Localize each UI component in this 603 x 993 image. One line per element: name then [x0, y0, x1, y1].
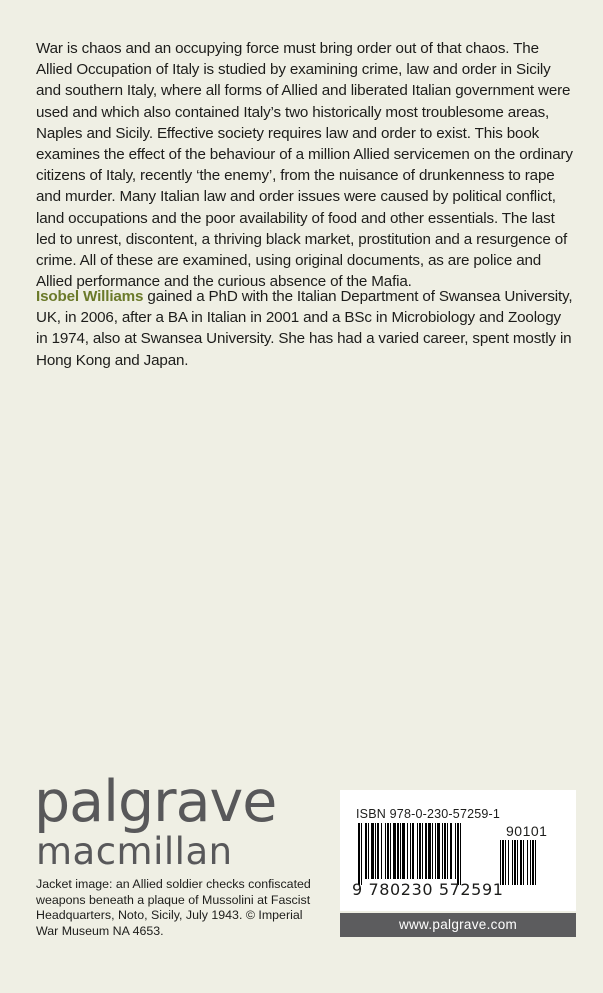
barcode-bar — [447, 823, 448, 879]
barcode-addon-bar — [512, 840, 513, 885]
barcode-bar — [390, 823, 391, 879]
barcode-bar — [432, 823, 433, 879]
barcode-bar — [442, 823, 443, 879]
barcode-bar — [412, 823, 414, 879]
barcode-addon-bar — [527, 840, 528, 885]
barcode-addon-bar — [530, 840, 531, 885]
barcode-panel — [340, 790, 576, 911]
barcode-bar — [425, 823, 427, 879]
barcode-addon-bar — [514, 840, 516, 885]
barcode-bar — [444, 823, 446, 879]
barcode-addon-bar — [532, 840, 534, 885]
barcode-addon-bar — [517, 840, 518, 885]
barcode-bar — [457, 823, 459, 885]
author-bio — [36, 286, 576, 371]
publisher-url[interactable]: www.palgrave.com — [340, 913, 576, 937]
barcode-bar — [455, 823, 456, 879]
barcode-bar — [358, 823, 360, 885]
barcode-bar — [400, 823, 401, 879]
barcode-bar — [387, 823, 389, 879]
barcode-bar — [435, 823, 436, 879]
barcode-addon-bar — [508, 840, 509, 885]
publisher-logo-palgrave: palgrave — [34, 769, 277, 835]
barcode-bar — [407, 823, 408, 879]
barcode-addon-bar — [520, 840, 522, 885]
barcode-bar — [368, 823, 369, 879]
barcode-bar — [450, 823, 452, 879]
barcode-bar — [428, 823, 431, 879]
barcode-addon-bar — [502, 840, 504, 885]
barcode-addon-bar — [500, 840, 501, 885]
barcode-bar — [419, 823, 421, 879]
barcode-bar — [460, 823, 461, 885]
barcode-number: 9 780230 572591 — [352, 880, 504, 899]
barcode-bar — [385, 823, 386, 879]
barcode-bar — [381, 823, 382, 879]
barcode-bar — [397, 823, 399, 879]
barcode-bar — [371, 823, 374, 879]
barcode-bar — [375, 823, 376, 879]
barcode-bar — [437, 823, 440, 879]
barcode-bar — [422, 823, 423, 879]
publisher-logo-macmillan: macmillan — [36, 830, 233, 873]
barcode-bar — [365, 823, 367, 879]
jacket-image-credit: Jacket image: an Allied soldier checks confiscated weapons beneath a plaque of Mussolini at Fascist Headquarters, Noto, Sicily, July 1943. © Imperial War Museum NA 4653. — [36, 877, 311, 938]
barcode-bar — [410, 823, 411, 879]
barcode-addon-bar — [523, 840, 524, 885]
author-bio-text: gained a PhD with the Italian Department of Swansea University, UK, in 2006, after a BA in Italian in 2001 and a BSc in Microbiology and Zoology in 1974, also at Swansea University. She has had a varied career, spent mostly in Hong Kong and Japan. — [36, 288, 573, 369]
author-name: Isobel Williams — [36, 288, 144, 305]
isbn-label: ISBN 978-0-230-57259-1 — [356, 807, 501, 821]
barcode-addon-number: 90101 — [506, 823, 548, 839]
barcode-bar — [377, 823, 379, 879]
barcode-addon-bar — [535, 840, 536, 885]
barcode-bar — [361, 823, 362, 885]
barcode-bar — [402, 823, 405, 879]
barcode-bar — [417, 823, 418, 879]
book-description: War is chaos and an occupying force must bring order out of that chaos. The Allied Occupation of Italy is studied by examining crime, law and order in Sicily and southern Italy, where all forms of Allied and liberated Italian government were used and which also contained Italy’s two historically most troublesome areas, Naples and Sicily. Effective society requires law and order to exist. This book examines the effect of the behaviour of a million Allied servicemen on the ordinary citizens of Italy, recently ‘the enemy’, from the nuisance of drunkenness to rape and murder. Many Italian law and order issues were caused by political conflict, land occupations and the poor availability of food and other essentials. The last led to unrest, discontent, a thriving black market, prostitution and a resurgence of crime. All of these are examined, using original documents, as are police and Allied performance and the curious absence of the Mafia. — [36, 40, 573, 291]
barcode-addon-bar — [505, 840, 506, 885]
barcode-bar — [393, 823, 396, 879]
